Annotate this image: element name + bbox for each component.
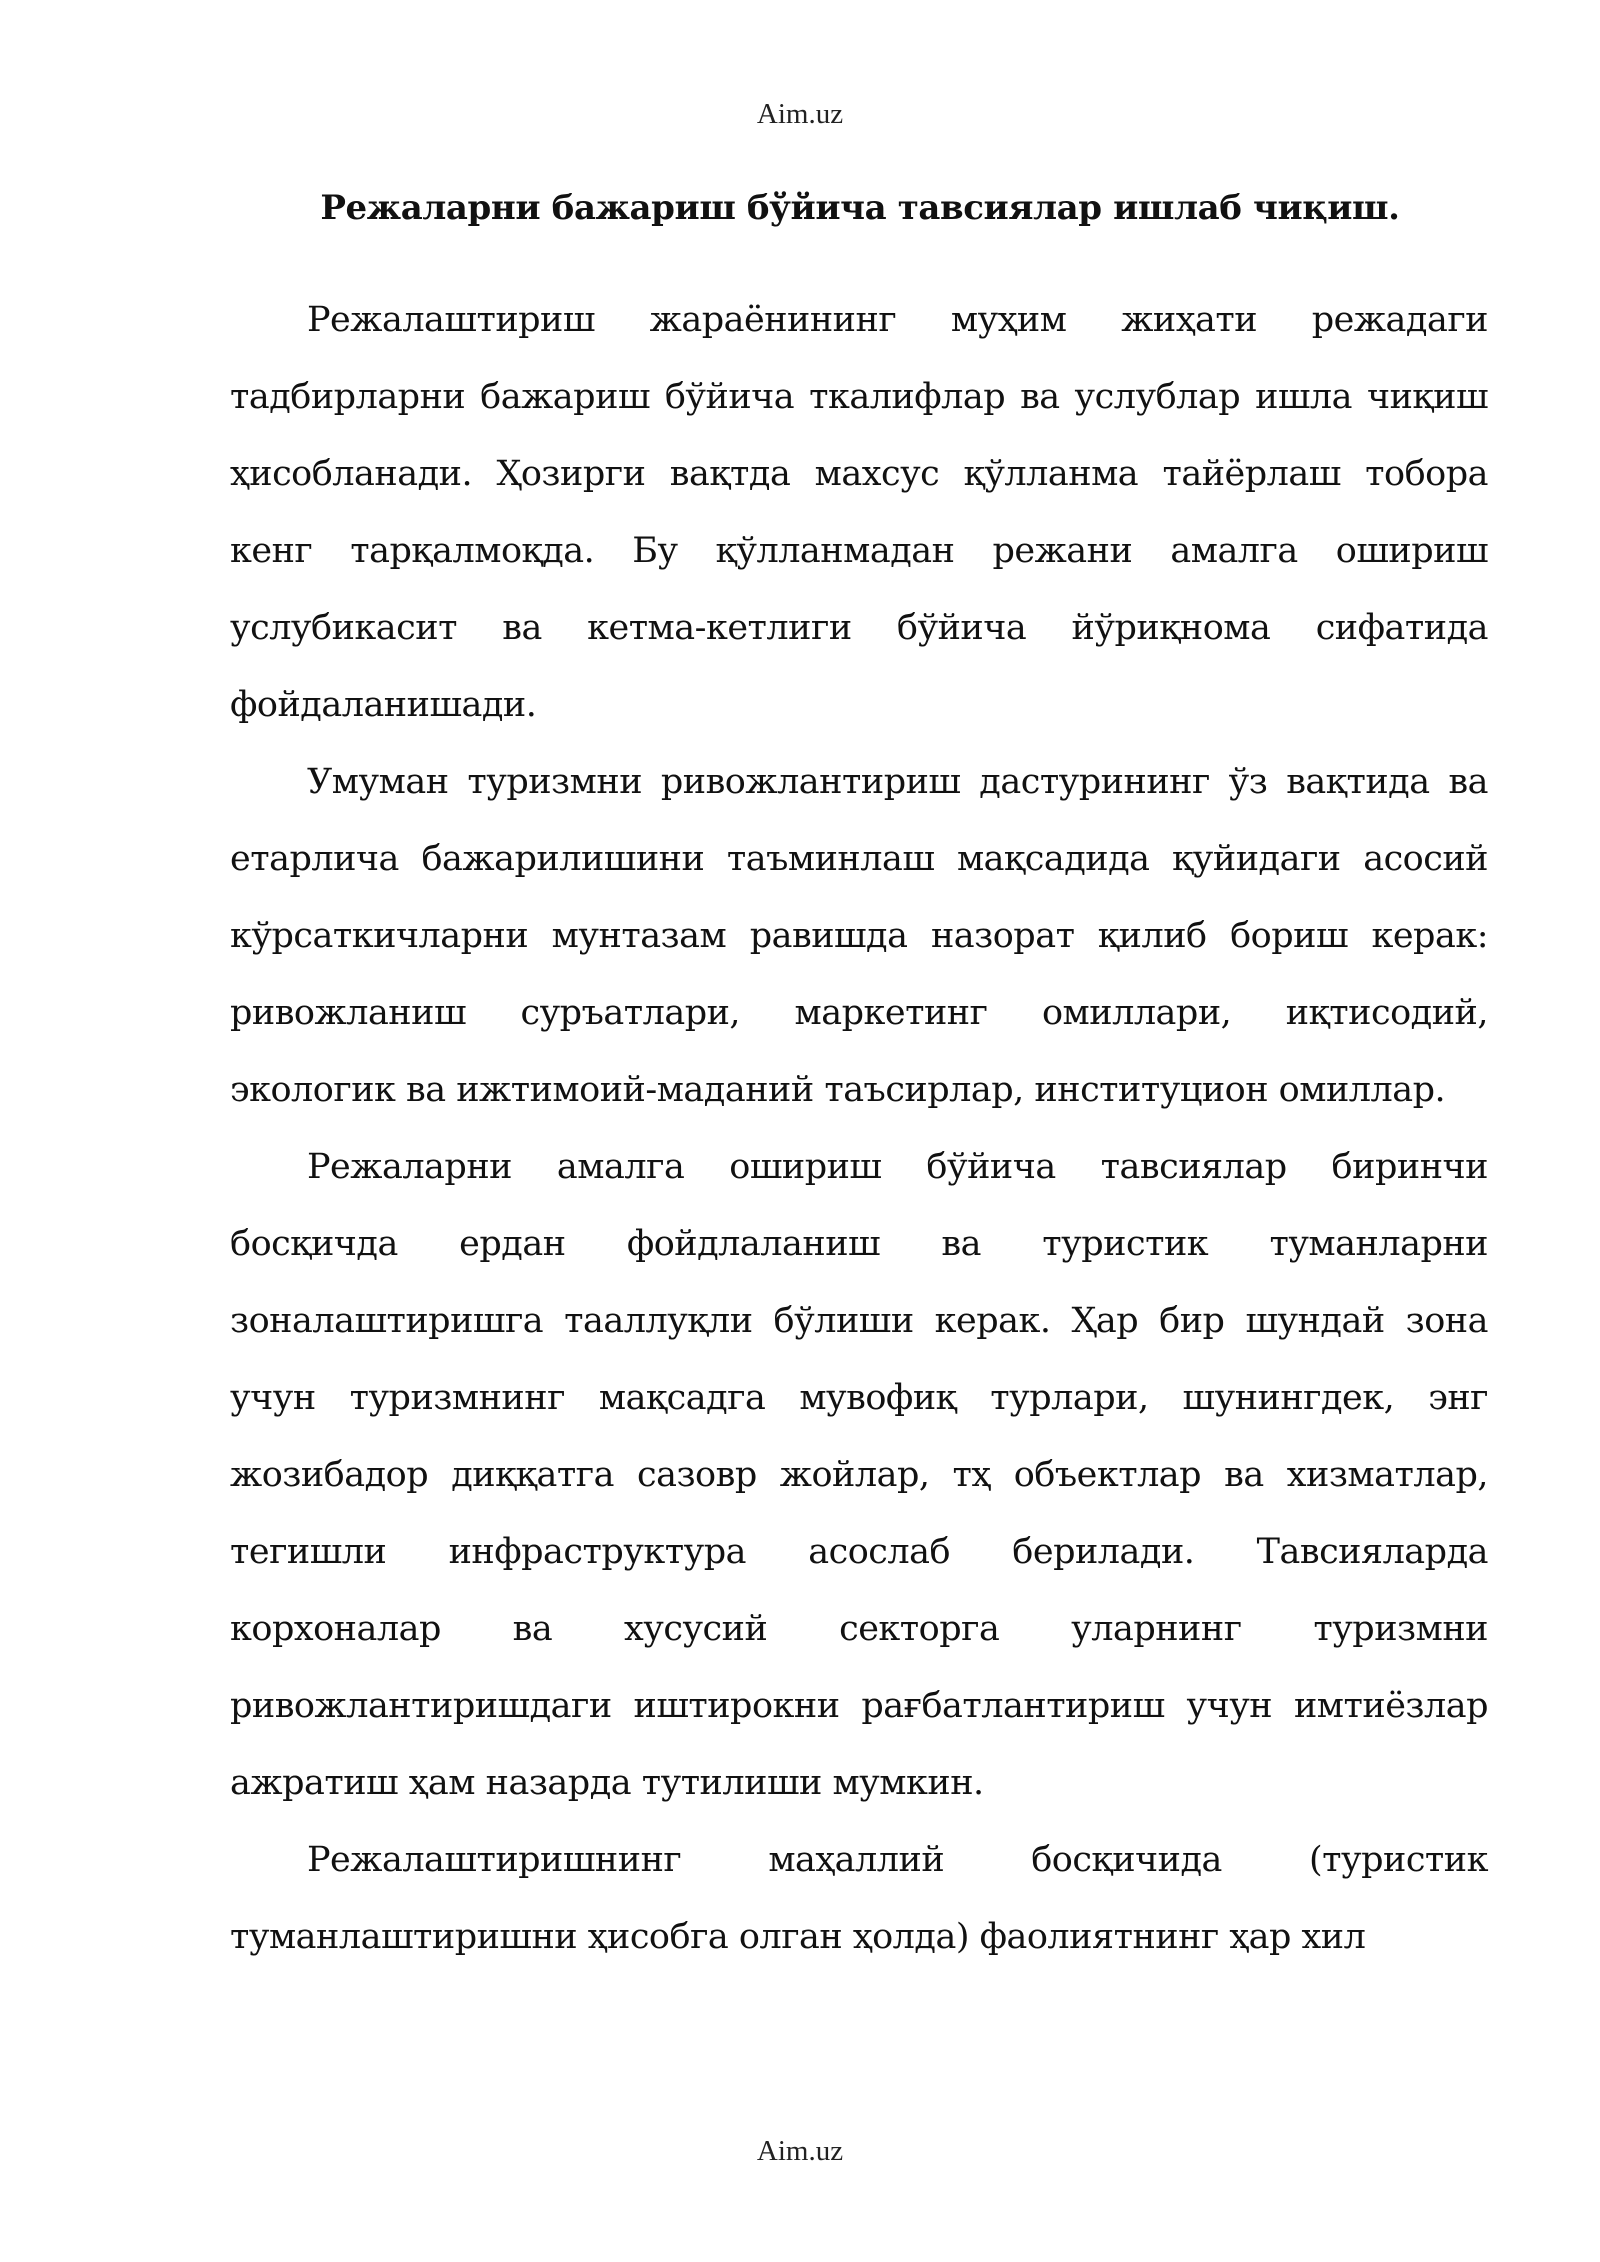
page-header: Aim.uz [756, 98, 844, 130]
document-body [230, 282, 1488, 1976]
paragraph: Режалаштиришнинг маҳаллий босқичида (туристик туманлаштиришни ҳисобга олган ҳолда) фаолиятнинг ҳар хил [230, 1840, 1488, 1957]
paragraph: Умуман туризмни ривожлантириш дастурининг ўз вақтида ва етарлича бажарилишини таъминлаш мақсадида қуйидаги асосий кўрсаткичларни мунтазам равишда назорат қилиб бориш керак: ривожланиш суръатлари, маркетинг омиллари, иқтисодий, экологик ва ижтимоий-маданий таъсирлар, институцион омиллар. [230, 762, 1488, 1110]
page-footer: Aim.uz [756, 2135, 844, 2167]
document-title: Режаларни бажариш бўйича тавсиялар ишлаб чиқиш. [320, 188, 1400, 228]
paragraph: Режалаштириш жараёнининг муҳим жиҳати режадаги тадбирларни бажариш бўйича ткалифлар ва услублар ишла чиқиш ҳисобланади. Ҳозирги вақтда махсус қўлланма тайёрлаш тобора кенг тарқалмоқда. Бу қўлланмадан режани амалга ошириш услубикасит ва кетма-кетлиги бўйича йўриқнома сифатида фойдаланишади. [230, 300, 1488, 725]
paragraph: Режаларни амалга ошириш бўйича тавсиялар биринчи босқичда ердан фойдлаланиш ва туристик туманларни зоналаштиришга тааллуқли бўлиши керак. Ҳар бир шундай зона учун туризмнинг мақсадга мувофиқ турлари, шунингдек, энг жозибадор диққатга сазовр жойлар, тҳ объектлар ва хизматлар, тегишли инфраструктура асослаб берилади. Тавсияларда корхоналар ва хусусий секторга уларнинг туризмни ривожлантиришдаги иштирокни рағбатлантириш учун имтиёзлар ажратиш ҳам назарда тутилиши мумкин. [230, 1147, 1488, 1803]
